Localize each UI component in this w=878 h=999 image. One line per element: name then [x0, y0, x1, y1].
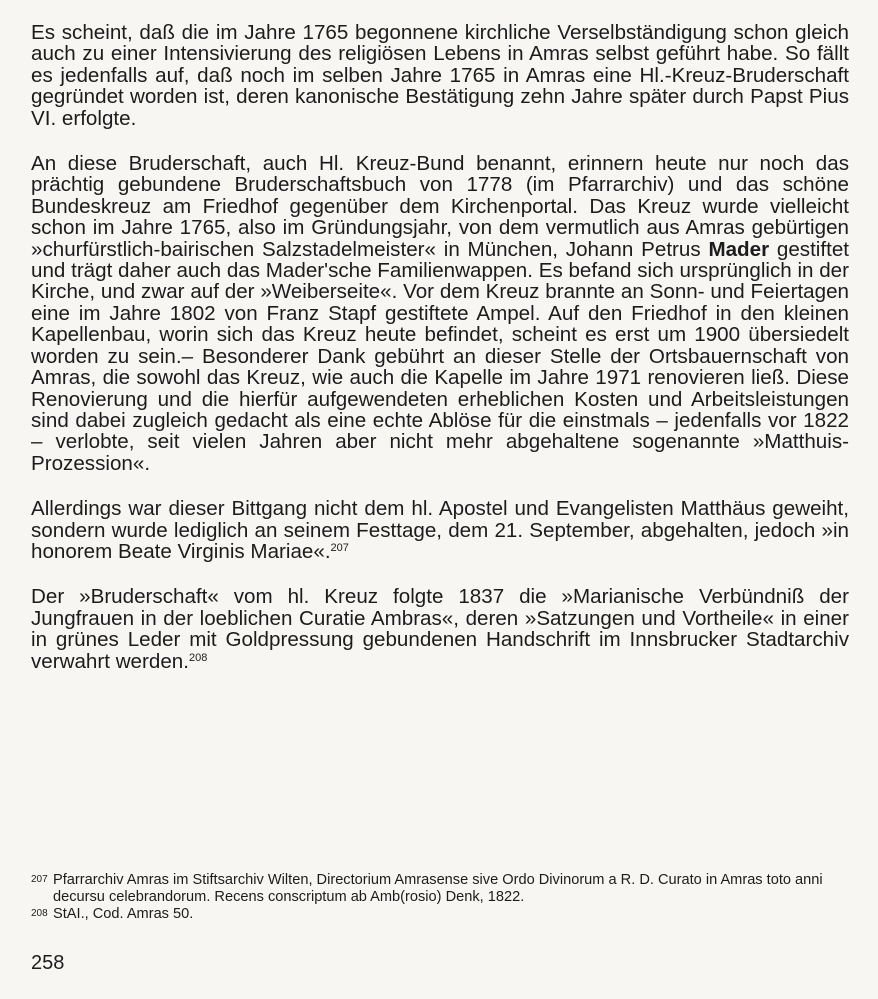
footnote-208: [31, 906, 849, 923]
text-run: An diese Bruderschaft, auch Hl. Kreuz-Bund benannt, erinnern heute nur noch das prächtig gebundene Bruderschaftsbuch von 1778 (im Pfarrarchiv) und das schöne Bundeskreuz am Friedhof gegenüber dem Kirchenportal. Das Kreuz wurde vielleicht schon im Jahre 1765, also im Gründungsjahr, von dem vermutlich aus Amras gebürtigen »churfürstlich-bairischen Salzstadelmeister« in München, Johann Petrus: [31, 152, 849, 261]
footnote-ref-207: 207: [330, 541, 349, 554]
paragraph-2: [31, 153, 849, 474]
footnote-text: StAI., Cod. Amras 50.: [53, 906, 194, 922]
footnote-text: Pfarrarchiv Amras im Stiftsarchiv Wilten, Directorium Amrasense sive Ordo Divinorum a R. D. Curato in Amras toto anni decursu celebrandorum. Recens conscriptum ab Amb(rosio) Denk, 1822.: [53, 872, 823, 905]
text-run: Es scheint, daß die im Jahre 1765 begonnene kirchliche Verselbständigung schon gleich auch zu einer Intensivierung des religiösen Lebens in Amras selbst geführt habe. So fällt es jedenfalls auf, daß noch im selben Jahre 1765 in Amras eine Hl.-Kreuz-Bruderschaft gegründet worden ist, deren kanonische Bestätigung zehn Jahre später durch Papst Pius VI. erfolgte.: [31, 21, 849, 130]
footnote-number: 207: [31, 874, 48, 885]
text-run: Allerdings war dieser Bittgang nicht dem hl. Apostel und Evangelisten Matthäus geweiht, sondern wurde lediglich an seinem Festtage, dem 21. September, abgehalten, jedoch »in honorem Beate Virginis Mariae«.: [31, 497, 849, 563]
text-run: gestiftet und trägt daher auch das Mader'sche Familienwappen. Es befand sich ursprünglich in der Kirche, und zwar auf der »Weiberseite«. Vor dem Kreuz brannte an Sonn- und Feiertagen eine im Jahre 1802 von Franz Stapf gestiftete Ampel. Auf den Friedhof in den kleinen Kapellenbau, worin sich das Kreuz heute befindet, scheint es erst um 1900 übersiedelt worden zu sein.– Besonderer Dank gebührt an dieser Stelle der Ortsbauernschaft von Amras, die sowohl das Kreuz, wie auch die Kapelle im Jahre 1971 renovieren ließ. Diese Renovierung und die hierfür aufgewendeten erheblichen Kosten und Arbeitsleistungen sind dabei zugleich gedacht als eine echte Ablöse für die einstmals – jedenfalls vor 1822 – verlobte, seit vielen Jahren aber nicht mehr abgehaltene sogenannte »Matthuis-Prozession«.: [31, 237, 849, 475]
footnotes: [31, 872, 849, 923]
paragraph-3: [31, 498, 849, 562]
page-number: 258: [31, 952, 65, 974]
text-run: Der »Bruderschaft« vom hl. Kreuz folgte 1837 die »Marianische Verbündniß der Jungfrauen in der loeblichen Curatie Ambras«, deren »Satzungen und Vortheile« in einer in grünes Leder mit Goldpressung gebundenen Handschrift im Innsbrucker Stadtarchiv verwahrt werden.: [31, 585, 849, 673]
footnote-ref-208: 208: [188, 651, 208, 664]
paragraph-1: [31, 22, 849, 129]
paragraph-4: [31, 586, 849, 672]
footnote-number: 208: [31, 908, 48, 919]
bold-name: Mader: [708, 237, 770, 261]
body-text: [31, 22, 849, 696]
footnote-207: [31, 872, 849, 906]
